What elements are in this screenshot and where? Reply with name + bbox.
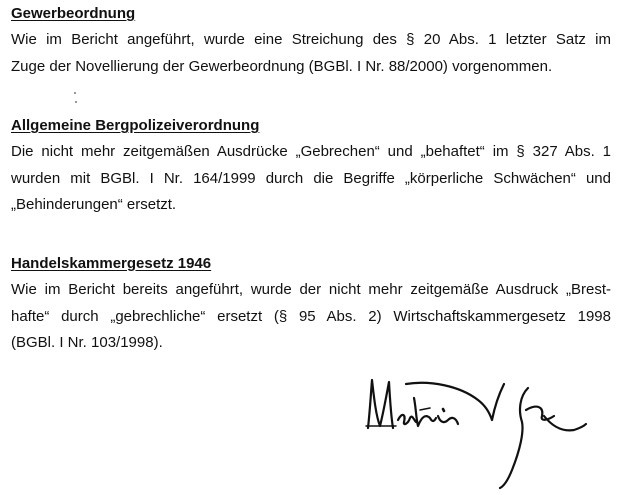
handwritten-signature xyxy=(360,370,590,490)
paragraph-line: (BGBl. I Nr. 103/1998). xyxy=(11,334,163,351)
section-handelskammergesetz xyxy=(11,255,611,357)
section-gewerbeordnung xyxy=(11,5,611,80)
paragraph-line: Zuge der Novellierung der Gewerbeordnung (BGBl. I Nr. 88/2000) vorgenommen. xyxy=(11,57,553,75)
paragraph-line: hafte“ durch „gebrechliche“ ersetzt (§ 95 Abs. 2) Wirtschaftskammergesetz 1998 xyxy=(11,307,611,325)
section-heading: Allgemeine Bergpolizeiverordnung xyxy=(11,117,260,134)
paragraph-line: „Behinderungen“ ersetzt. xyxy=(11,196,177,213)
paragraph-line: Wie im Bericht bereits angeführt, wurde der nicht mehr zeitgemäße Ausdruck „Brest- xyxy=(11,281,611,298)
scan-speck xyxy=(75,101,77,103)
section-heading: Handelskammergesetz 1946 xyxy=(11,255,212,272)
paragraph-line: wurden mit BGBl. I Nr. 164/1999 durch die Begriffe „körperliche Schwächen“ und xyxy=(11,169,611,187)
section-paragraph xyxy=(11,277,611,357)
section-paragraph xyxy=(11,27,611,80)
scan-speck xyxy=(74,92,76,94)
section-bergpolizeiverordnung xyxy=(11,117,611,219)
paragraph-line: Die nicht mehr zeitgemäßen Ausdrücke „Gebrechen“ und „behaftet“ im § 327 Abs. 1 xyxy=(11,143,611,160)
section-paragraph xyxy=(11,139,611,219)
paragraph-line: Wie im Bericht angeführt, wurde eine Streichung des § 20 Abs. 1 letzter Satz im xyxy=(11,31,611,48)
section-heading: Gewerbeordnung xyxy=(11,5,136,22)
